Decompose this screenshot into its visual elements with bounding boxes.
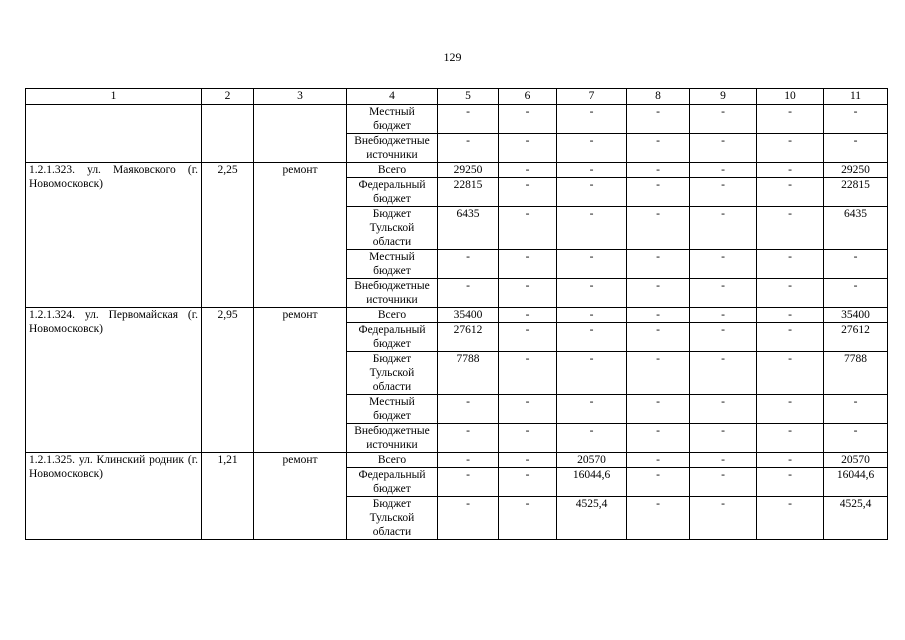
value-cell: -: [438, 134, 499, 163]
length-cell: 2,25: [202, 163, 254, 308]
value-cell: -: [690, 163, 757, 178]
value-cell: -: [757, 497, 824, 540]
value-cell: -: [438, 497, 499, 540]
table-body: [26, 105, 888, 540]
empty-cell: [254, 105, 347, 163]
value-cell: -: [757, 178, 824, 207]
funding-source-cell: Местный бюджет: [347, 395, 438, 424]
value-cell: -: [690, 323, 757, 352]
length-cell: 2,95: [202, 308, 254, 453]
value-cell: -: [757, 105, 824, 134]
funding-source-cell: Местный бюджет: [347, 250, 438, 279]
value-cell: -: [499, 497, 557, 540]
value-cell: -: [499, 105, 557, 134]
object-name-cell: 1.2.1.323. ул. Маяковского (г. Новомосковск): [26, 163, 202, 308]
value-cell: 16044,6: [557, 468, 627, 497]
value-cell: -: [824, 424, 888, 453]
value-cell: -: [757, 453, 824, 468]
header-cell: 2: [202, 89, 254, 105]
value-cell: -: [499, 134, 557, 163]
funding-source-cell: Федеральный бюджет: [347, 178, 438, 207]
funding-source-cell: Внебюджетные источники: [347, 134, 438, 163]
value-cell: -: [824, 105, 888, 134]
value-cell: -: [824, 250, 888, 279]
value-cell: -: [757, 308, 824, 323]
work-type-cell: ремонт: [254, 163, 347, 308]
funding-source-cell: Федеральный бюджет: [347, 468, 438, 497]
value-cell: -: [627, 453, 690, 468]
value-cell: -: [557, 279, 627, 308]
header-cell: 8: [627, 89, 690, 105]
header-cell: 4: [347, 89, 438, 105]
value-cell: 20570: [824, 453, 888, 468]
value-cell: -: [499, 323, 557, 352]
header-cell: 6: [499, 89, 557, 105]
value-cell: -: [757, 352, 824, 395]
value-cell: -: [438, 279, 499, 308]
value-cell: 35400: [438, 308, 499, 323]
value-cell: -: [499, 207, 557, 250]
value-cell: -: [824, 279, 888, 308]
header-cell: 10: [757, 89, 824, 105]
value-cell: -: [627, 250, 690, 279]
value-cell: -: [499, 468, 557, 497]
table-row: [26, 308, 888, 323]
value-cell: -: [557, 308, 627, 323]
value-cell: -: [627, 207, 690, 250]
work-type-cell: ремонт: [254, 308, 347, 453]
value-cell: 22815: [824, 178, 888, 207]
value-cell: -: [690, 308, 757, 323]
value-cell: -: [627, 279, 690, 308]
value-cell: -: [438, 468, 499, 497]
funding-source-cell: Бюджет Тульской области: [347, 497, 438, 540]
value-cell: -: [757, 323, 824, 352]
funding-source-cell: Бюджет Тульской области: [347, 352, 438, 395]
value-cell: 29250: [438, 163, 499, 178]
value-cell: -: [690, 468, 757, 497]
object-name-cell: 1.2.1.324. ул. Первомайская (г. Новомосковск): [26, 308, 202, 453]
value-cell: -: [557, 134, 627, 163]
value-cell: -: [499, 424, 557, 453]
value-cell: -: [499, 352, 557, 395]
value-cell: -: [690, 352, 757, 395]
value-cell: -: [627, 105, 690, 134]
table-row: [26, 453, 888, 468]
value-cell: -: [627, 134, 690, 163]
header-row: [26, 89, 888, 105]
value-cell: -: [557, 424, 627, 453]
funding-source-cell: Внебюджетные источники: [347, 424, 438, 453]
value-cell: -: [690, 279, 757, 308]
header-cell: 5: [438, 89, 499, 105]
value-cell: -: [757, 279, 824, 308]
funding-source-cell: Внебюджетные источники: [347, 279, 438, 308]
length-cell: 1,21: [202, 453, 254, 540]
value-cell: -: [690, 453, 757, 468]
value-cell: -: [557, 250, 627, 279]
value-cell: -: [557, 105, 627, 134]
value-cell: -: [499, 250, 557, 279]
funding-source-cell: Всего: [347, 163, 438, 178]
value-cell: -: [499, 178, 557, 207]
value-cell: -: [627, 308, 690, 323]
value-cell: -: [438, 105, 499, 134]
value-cell: -: [690, 497, 757, 540]
value-cell: -: [627, 468, 690, 497]
value-cell: -: [557, 395, 627, 424]
value-cell: -: [757, 163, 824, 178]
value-cell: 35400: [824, 308, 888, 323]
value-cell: -: [690, 105, 757, 134]
value-cell: -: [757, 468, 824, 497]
table-row: [26, 163, 888, 178]
value-cell: 6435: [824, 207, 888, 250]
value-cell: 29250: [824, 163, 888, 178]
value-cell: 4525,4: [557, 497, 627, 540]
empty-cell: [26, 105, 202, 163]
value-cell: -: [757, 134, 824, 163]
value-cell: -: [627, 424, 690, 453]
value-cell: -: [557, 163, 627, 178]
value-cell: 27612: [824, 323, 888, 352]
value-cell: -: [627, 352, 690, 395]
value-cell: -: [499, 453, 557, 468]
value-cell: -: [690, 134, 757, 163]
value-cell: -: [438, 250, 499, 279]
value-cell: -: [627, 178, 690, 207]
value-cell: 20570: [557, 453, 627, 468]
value-cell: -: [627, 497, 690, 540]
value-cell: -: [690, 250, 757, 279]
value-cell: -: [499, 163, 557, 178]
value-cell: 4525,4: [824, 497, 888, 540]
funding-source-cell: Местный бюджет: [347, 105, 438, 134]
value-cell: -: [557, 352, 627, 395]
value-cell: -: [438, 395, 499, 424]
value-cell: -: [690, 395, 757, 424]
value-cell: -: [627, 163, 690, 178]
page-number: 129: [443, 50, 462, 64]
funding-source-cell: Всего: [347, 308, 438, 323]
value-cell: -: [757, 424, 824, 453]
header-cell: 11: [824, 89, 888, 105]
value-cell: 7788: [824, 352, 888, 395]
value-cell: -: [757, 395, 824, 424]
empty-cell: [202, 105, 254, 163]
value-cell: 27612: [438, 323, 499, 352]
funding-source-cell: Всего: [347, 453, 438, 468]
value-cell: -: [627, 323, 690, 352]
value-cell: -: [757, 250, 824, 279]
value-cell: 22815: [438, 178, 499, 207]
funding-source-cell: Федеральный бюджет: [347, 323, 438, 352]
value-cell: 6435: [438, 207, 499, 250]
value-cell: -: [690, 178, 757, 207]
funding-source-cell: Бюджет Тульской области: [347, 207, 438, 250]
header-cell: 7: [557, 89, 627, 105]
table-row: [26, 105, 888, 134]
value-cell: -: [824, 395, 888, 424]
value-cell: -: [690, 424, 757, 453]
value-cell: 16044,6: [824, 468, 888, 497]
header-cell: 1: [26, 89, 202, 105]
value-cell: -: [690, 207, 757, 250]
value-cell: -: [557, 178, 627, 207]
value-cell: -: [627, 395, 690, 424]
value-cell: -: [438, 453, 499, 468]
value-cell: -: [438, 424, 499, 453]
value-cell: 7788: [438, 352, 499, 395]
value-cell: -: [499, 308, 557, 323]
work-type-cell: ремонт: [254, 453, 347, 540]
value-cell: -: [499, 395, 557, 424]
object-name-cell: 1.2.1.325. ул. Клинский родник (г. Новомосковск): [26, 453, 202, 540]
value-cell: -: [557, 207, 627, 250]
funding-table: [25, 88, 888, 540]
value-cell: -: [757, 207, 824, 250]
header-cell: 3: [254, 89, 347, 105]
value-cell: -: [499, 279, 557, 308]
value-cell: -: [824, 134, 888, 163]
header-cell: 9: [690, 89, 757, 105]
value-cell: -: [557, 323, 627, 352]
